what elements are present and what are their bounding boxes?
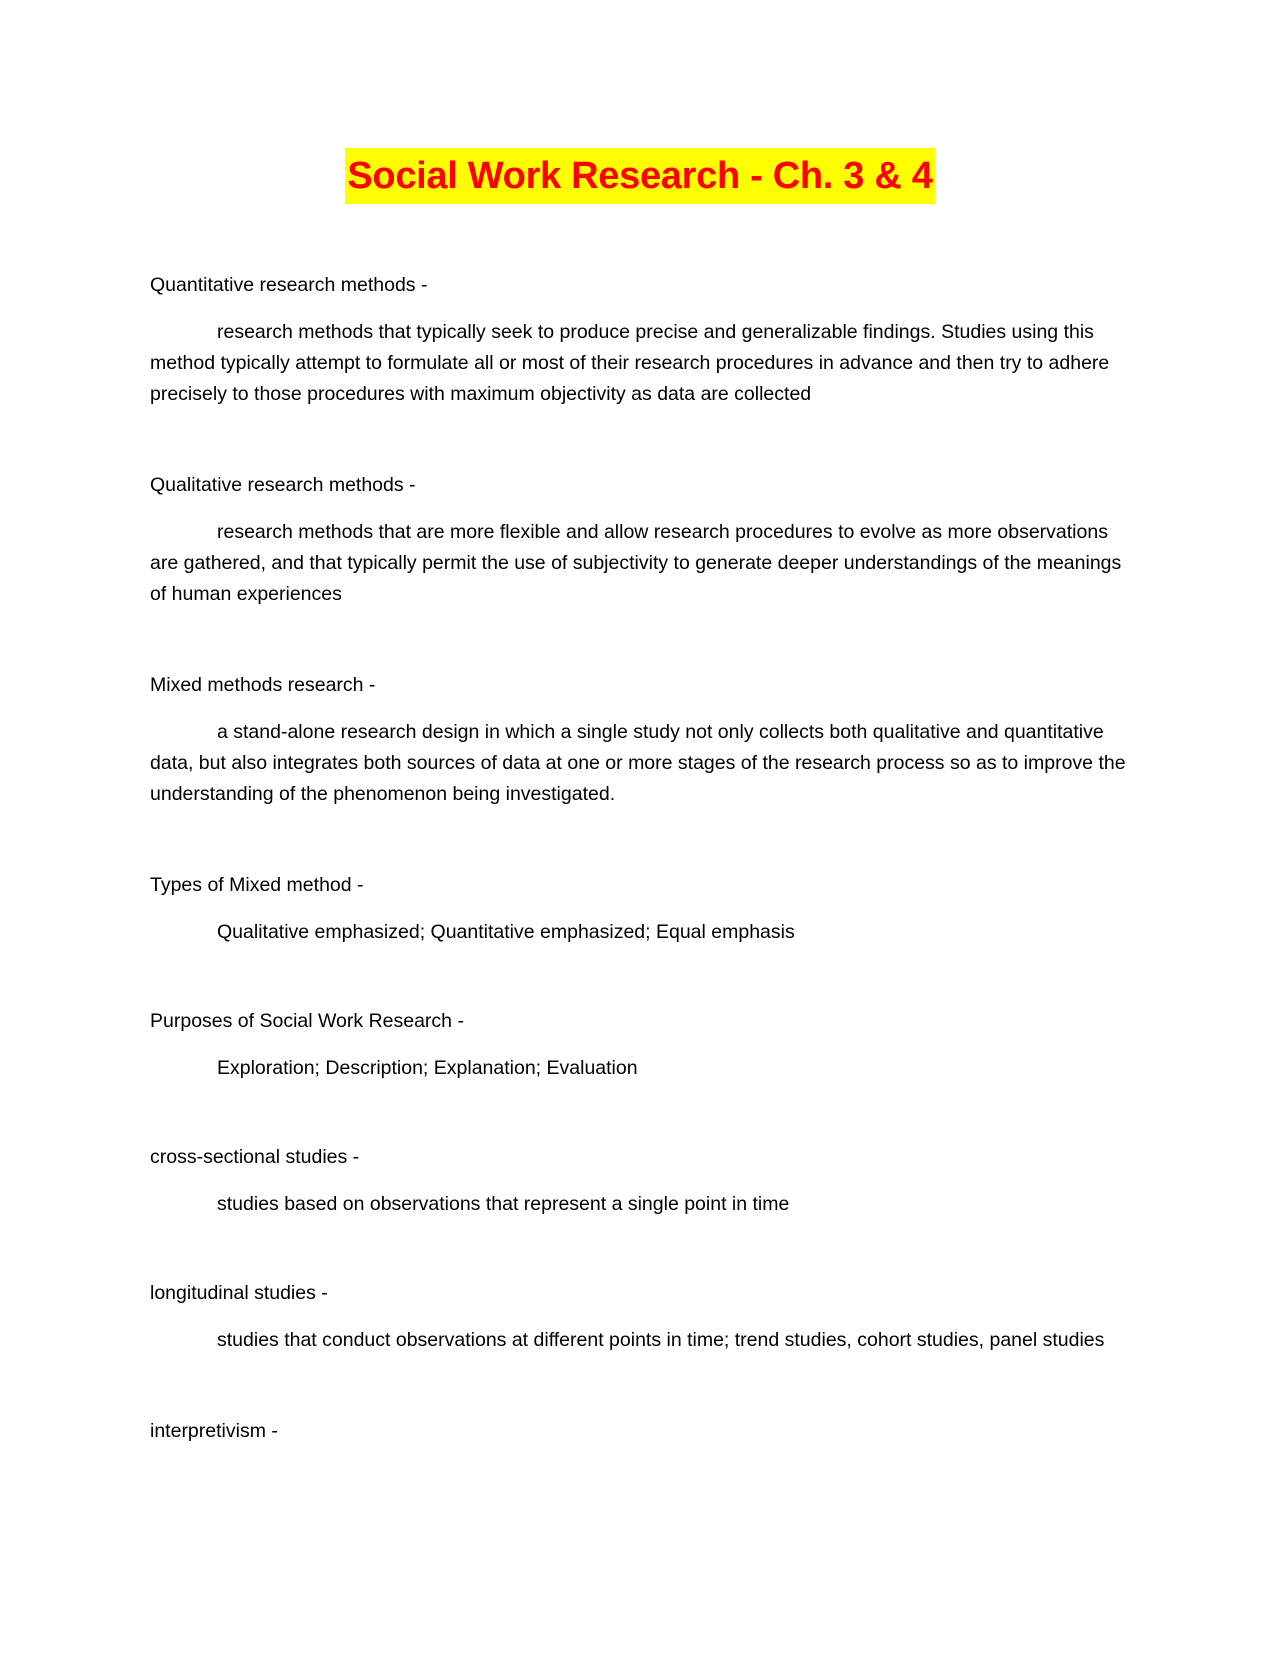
entry-term: Types of Mixed method - [150, 874, 364, 896]
glossary-entry [150, 1006, 1135, 1084]
entry-definition: Exploration; Description; Explanation; Evaluation [217, 1057, 638, 1079]
entry-term: Mixed methods research - [150, 674, 376, 696]
glossary-entry [150, 270, 1135, 410]
entry-term: longitudinal studies - [150, 1282, 328, 1304]
entry-term: interpretivism - [150, 1420, 278, 1442]
glossary-entry [150, 1416, 1135, 1447]
entry-term: Quantitative research methods - [150, 274, 428, 296]
entry-definition: Qualitative emphasized; Quantitative emphasized; Equal emphasis [217, 921, 795, 943]
glossary-entry [150, 1278, 1135, 1356]
entry-definition: a stand-alone research design in which a single study not only collects both qualitative and quantitative data, but also integrates both sources of data at one or more stages of the research process so as to improve the understanding of the phenomenon being investigated. [150, 721, 1126, 805]
entry-term: cross-sectional studies - [150, 1146, 360, 1168]
title-container [0, 148, 1280, 204]
document-body [150, 270, 1135, 1463]
entry-term: Purposes of Social Work Research - [150, 1010, 464, 1032]
entry-definition: research methods that typically seek to produce precise and generalizable findings. Studies using this method typically attempt to formulate all or most of their research procedures in advance and then try to adhere precisely to those procedures with maximum objectivity as data are collected [150, 321, 1110, 405]
entry-definition: studies based on observations that represent a single point in time [217, 1193, 790, 1215]
entry-definition: studies that conduct observations at different points in time; trend studies, cohort studies, panel studies [217, 1329, 1105, 1351]
document-title: Social Work Research - Ch. 3 & 4 [345, 148, 934, 204]
glossary-entry [150, 1142, 1135, 1220]
entry-term: Qualitative research methods - [150, 474, 416, 496]
glossary-entry [150, 870, 1135, 948]
glossary-entry [150, 670, 1135, 810]
entry-definition: research methods that are more flexible and allow research procedures to evolve as more observations are gathered, and that typically permit the use of subjectivity to generate deeper understandings of the meanings of human experiences [150, 521, 1122, 605]
glossary-entry [150, 470, 1135, 610]
